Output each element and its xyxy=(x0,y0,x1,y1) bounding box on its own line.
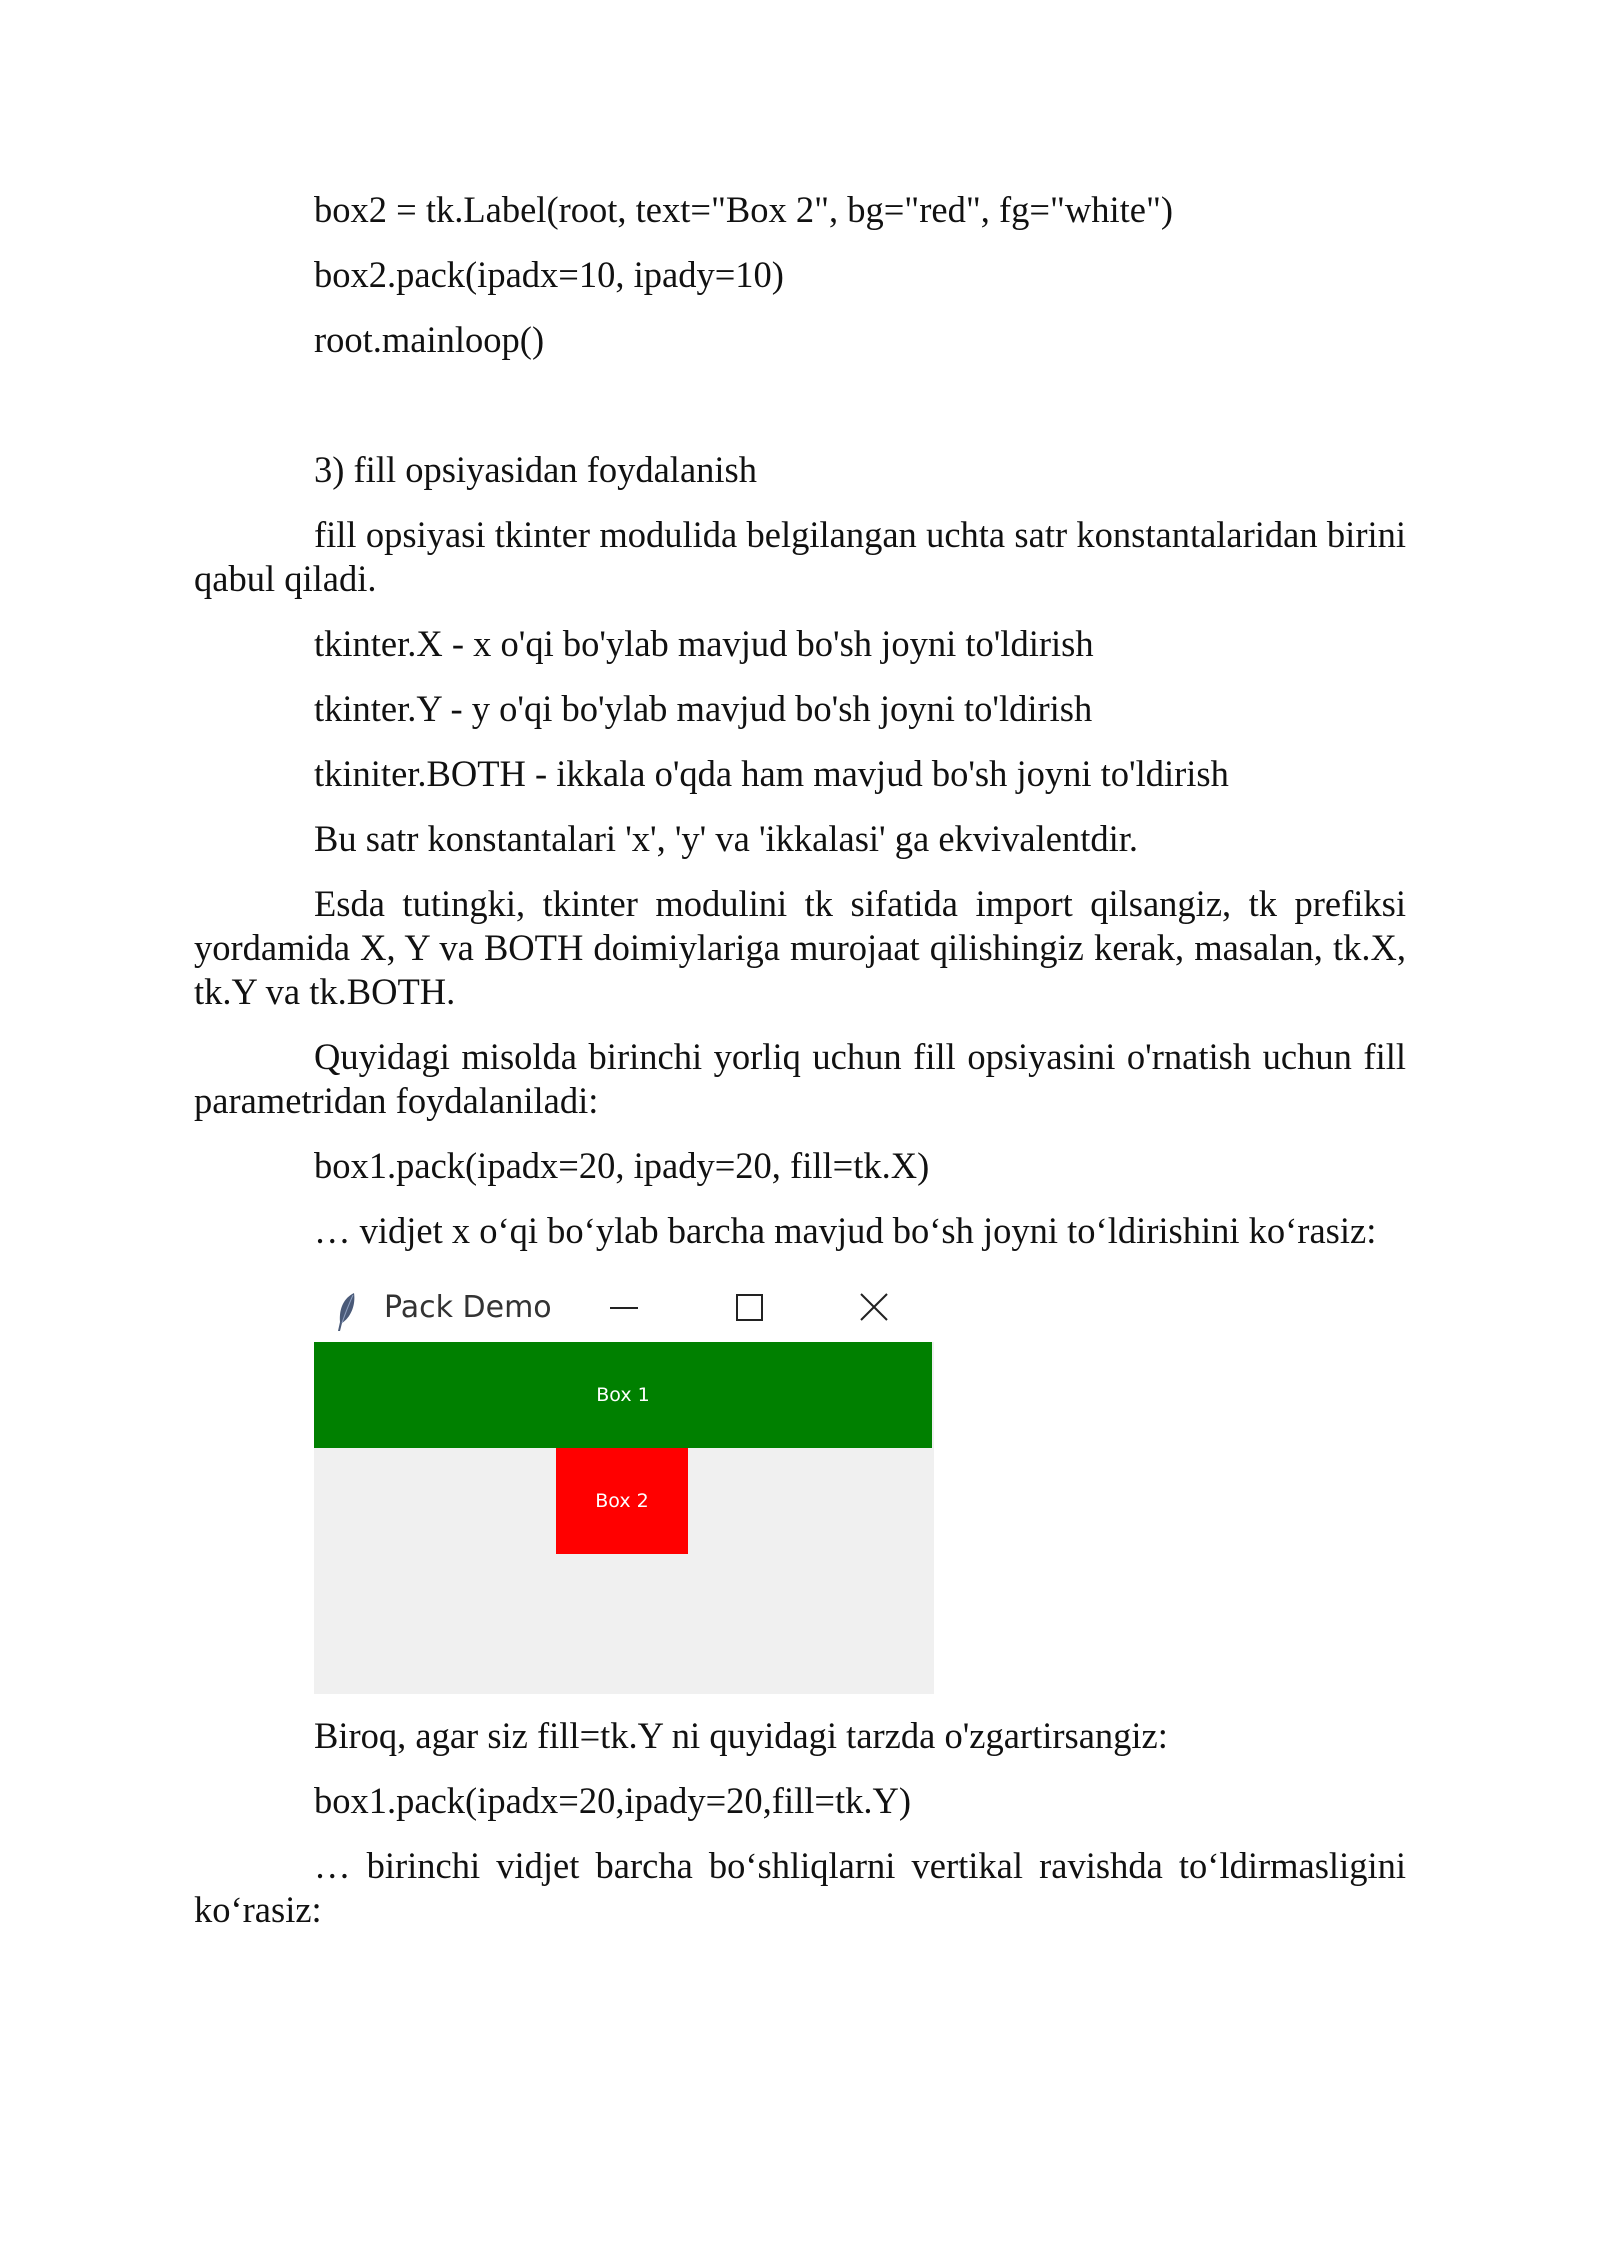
result-y-paragraph: … birinchi vidjet barcha bo‘shliqlarni vertikal ravishda to‘ldirmasligini ko‘rasiz: xyxy=(194,1845,1406,1930)
constant-item: tkinter.X - x o'qi bo'ylab mavjud bo'sh joyni to'ldirish xyxy=(314,623,1094,664)
constant-item: tkiniter.BOTH - ikkala o'qda ham mavjud bo'sh joyni to'ldirish xyxy=(314,753,1229,794)
section-heading: 3) fill opsiyasidan foydalanish xyxy=(314,449,757,490)
code-line-fill-y: box1.pack(ipadx=20,ipady=20,fill=tk.Y) xyxy=(314,1780,911,1821)
box1-label: Box 1 xyxy=(314,1342,932,1448)
example-paragraph: Quyidagi misolda birinchi yorliq uchun fill opsiyasini o'rnatish uchun fill parametridan foydalaniladi: xyxy=(194,1036,1406,1121)
maximize-icon xyxy=(729,1288,769,1328)
close-icon xyxy=(854,1288,894,1328)
window-client-area xyxy=(314,1342,934,1694)
constant-item: tkinter.Y - y o'qi bo'ylab mavjud bo'sh joyni to'ldirish xyxy=(314,688,1093,729)
equivalent-line: Bu satr konstantalari 'x', 'y' va 'ikkalasi' ga ekvivalentdir. xyxy=(314,818,1139,859)
code-line-fill-x: box1.pack(ipadx=20, ipady=20, fill=tk.X) xyxy=(314,1145,930,1186)
document-page xyxy=(194,188,1406,1953)
window-titlebar xyxy=(314,1274,934,1342)
intro-paragraph: fill opsiyasi tkinter modulida belgilangan uchta satr konstantalaridan birini qabul qiladi. xyxy=(194,514,1406,599)
spacer xyxy=(194,383,1406,448)
feather-icon xyxy=(336,1292,358,1332)
code-line: root.mainloop() xyxy=(314,319,545,360)
window-title: Pack Demo xyxy=(384,1290,552,1325)
box2-label: Box 2 xyxy=(556,1448,688,1554)
however-line: Biroq, agar siz fill=tk.Y ni quyidagi tarzda o'zgartirsangiz: xyxy=(314,1715,1168,1756)
pack-demo-window-screenshot xyxy=(314,1274,934,1694)
code-line: box2.pack(ipadx=10, ipady=10) xyxy=(314,254,784,295)
code-line: box2 = tk.Label(root, text="Box 2", bg="red", fg="white") xyxy=(314,189,1173,230)
note-paragraph: Esda tutingki, tkinter modulini tk sifatida import qilsangiz, tk prefiksi yordamida X, Y va BOTH doimiylariga murojaat qilishingiz kerak, masalan, tk.X, tk.Y va tk.BOTH. xyxy=(194,883,1406,1012)
minimize-icon xyxy=(604,1288,644,1328)
result-x-text: … vidjet x o‘qi bo‘ylab barcha mavjud bo‘sh joyni to‘ldirishini ko‘rasiz: xyxy=(314,1210,1377,1251)
